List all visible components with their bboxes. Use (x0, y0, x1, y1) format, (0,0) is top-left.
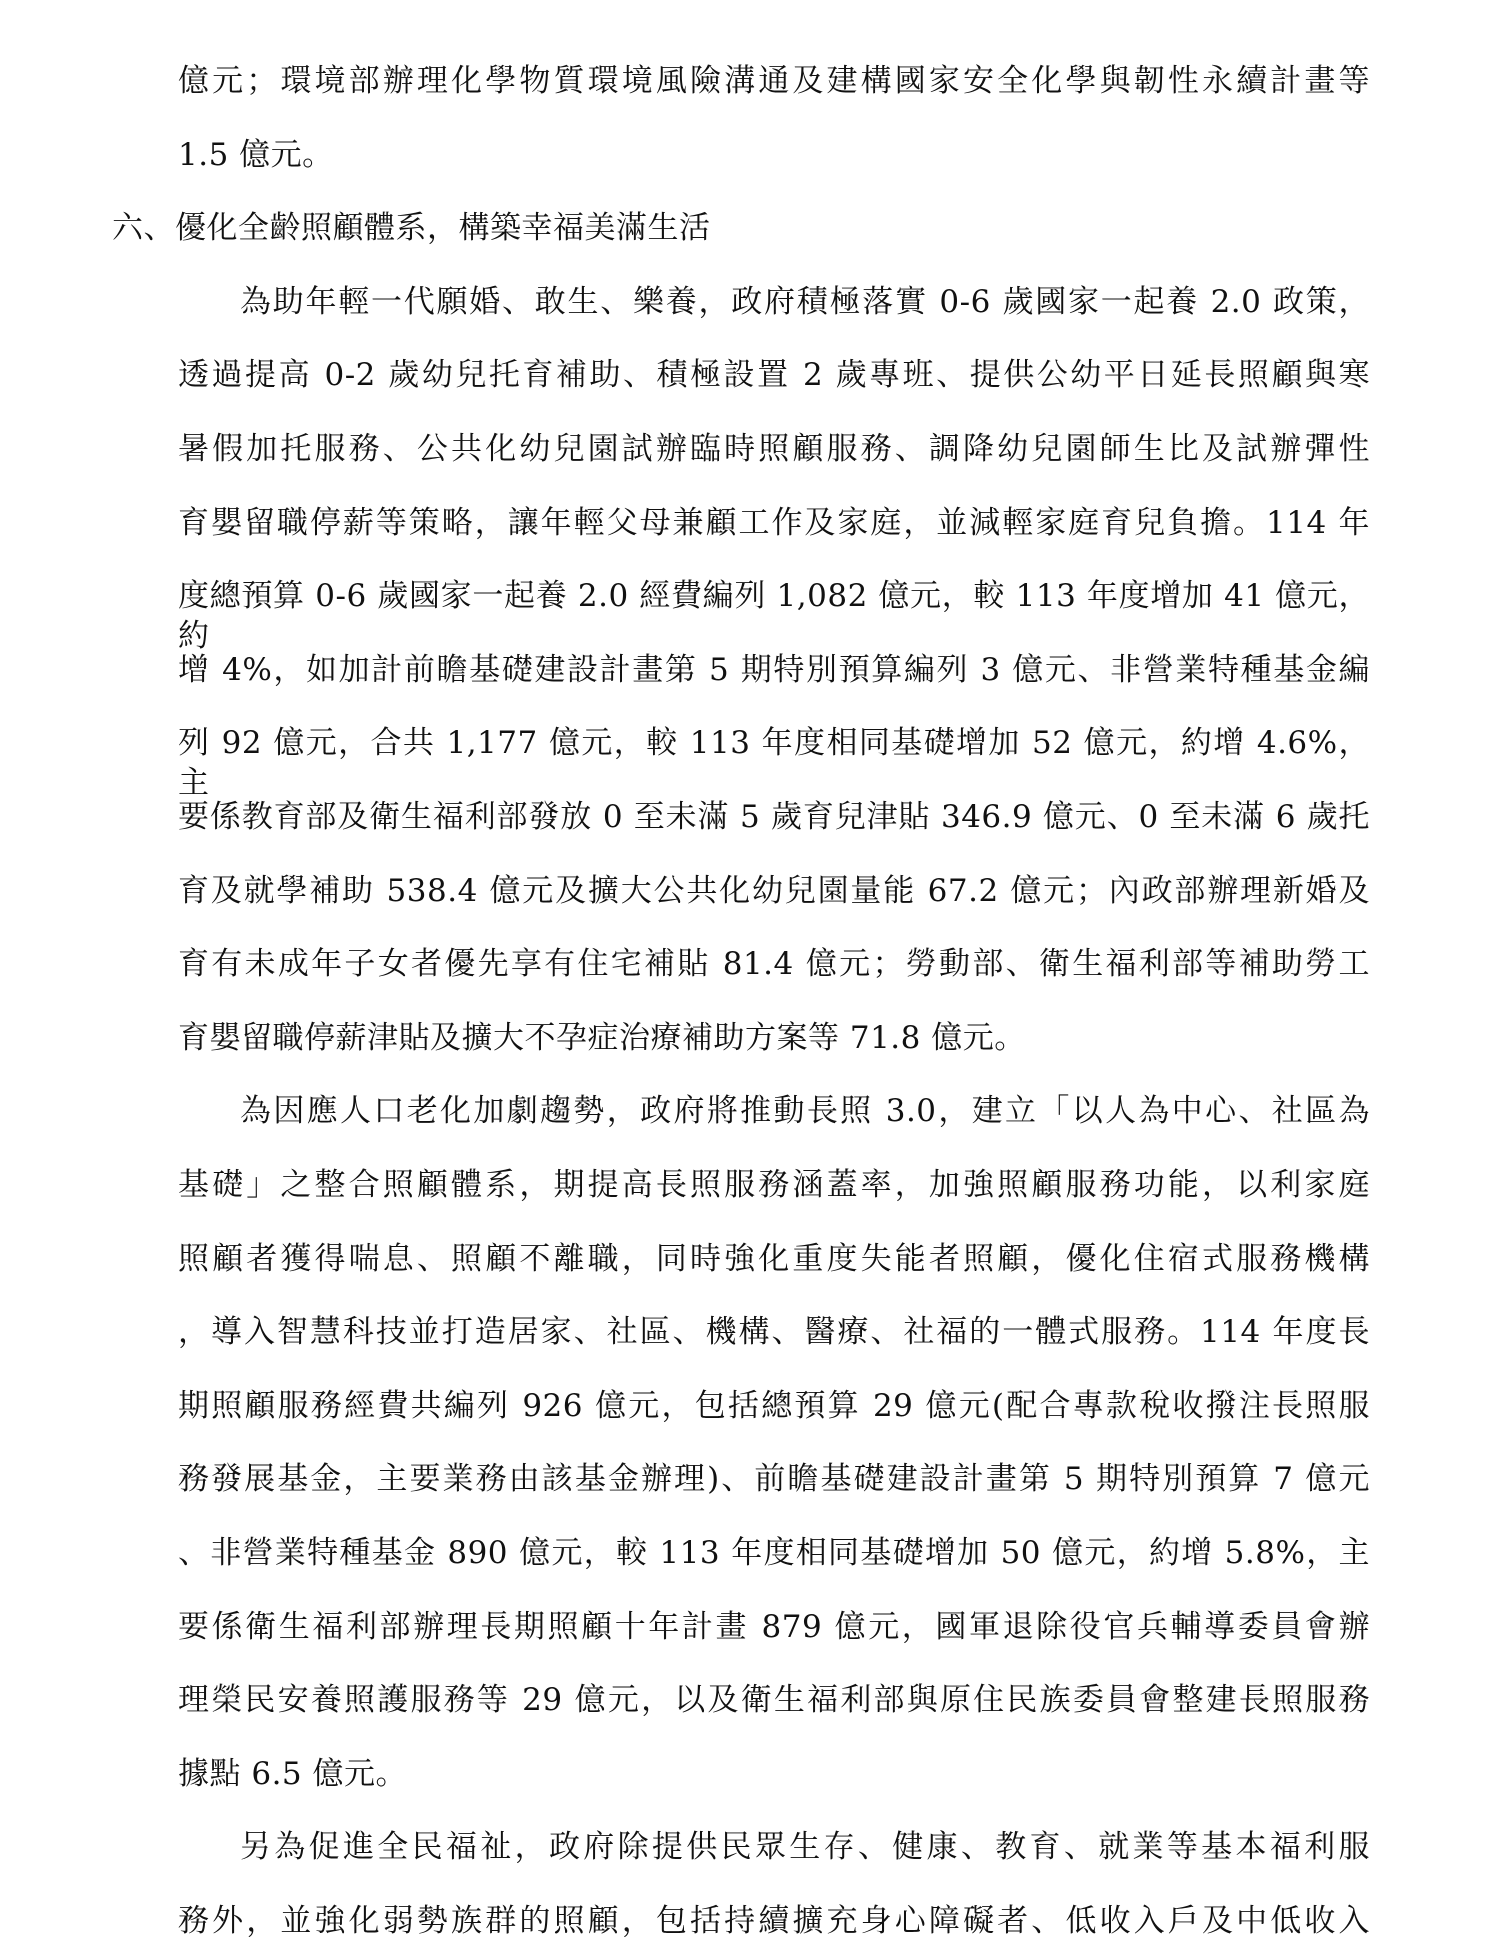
text-line: 務發展基金，主要業務由該基金辦理)、前瞻基礎建設計畫第 5 期特別預算 7 億元 (178, 1461, 1370, 1497)
text-line: 務外，並強化弱勢族群的照顧，包括持續擴充身心障礙者、低收入戶及中低收入 (178, 1903, 1370, 1939)
text-line: 照顧者獲得喘息、照顧不離職，同時強化重度失能者照顧，優化住宿式服務機構 (178, 1241, 1370, 1277)
text-line: 要係衛生福利部辦理長期照顧十年計畫 879 億元，國軍退除役官兵輔導委員會辦 (178, 1609, 1370, 1645)
section-heading: 六、優化全齡照顧體系，構築幸福美滿生活 (112, 210, 711, 246)
text-line: ，導入智慧科技並打造居家、社區、機構、醫療、社福的一體式服務。114 年度長 (178, 1314, 1370, 1350)
text-line: 育有未成年子女者優先享有住宅補貼 81.4 億元；勞動部、衛生福利部等補助勞工 (178, 946, 1370, 982)
text-line: 期照顧服務經費共編列 926 億元，包括總預算 29 億元(配合專款稅收撥注長照服 (178, 1388, 1370, 1424)
text-line: 理榮民安養照護服務等 29 億元，以及衛生福利部與原住民族委員會整建長照服務 (178, 1682, 1370, 1718)
text-line: 、非營業特種基金 890 億元，較 113 年度相同基礎增加 50 億元，約增 5.8%，主 (178, 1535, 1370, 1571)
text-line: 育嬰留職停薪等策略，讓年輕父母兼顧工作及家庭，並減輕家庭育兒負擔。114 年 (178, 505, 1370, 541)
text-line: 育及就學補助 538.4 億元及擴大公共化幼兒園量能 67.2 億元；內政部辦理新婚及 (178, 873, 1370, 909)
text-line: 為因應人口老化加劇趨勢，政府將推動長照 3.0，建立「以人為中心、社區為 (240, 1093, 1370, 1129)
text-line: 列 92 億元，合共 1,177 億元，較 113 年度相同基礎增加 52 億元，約增 4.6%，主 (178, 725, 1370, 801)
text-line: 據點 6.5 億元。 (178, 1756, 408, 1792)
text-line: 增 4%，如加計前瞻基礎建設計畫第 5 期特別預算編列 3 億元、非營業特種基金編 (178, 652, 1370, 688)
text-line: 透過提高 0-2 歲幼兒托育補助、積極設置 2 歲專班、提供公幼平日延長照顧與寒 (178, 357, 1370, 393)
text-line: 為助年輕一代願婚、敢生、樂養，政府積極落實 0-6 歲國家一起養 2.0 政策， (240, 284, 1370, 320)
text-line: 育嬰留職停薪津貼及擴大不孕症治療補助方案等 71.8 億元。 (178, 1020, 1026, 1056)
text-line: 基礎」之整合照顧體系，期提高長照服務涵蓋率，加強照顧服務功能，以利家庭 (178, 1167, 1370, 1203)
text-line: 要係教育部及衛生福利部發放 0 至未滿 5 歲育兒津貼 346.9 億元、0 至未滿 6 歲托 (178, 799, 1370, 835)
text-line: 暑假加托服務、公共化幼兒園試辦臨時照顧服務、調降幼兒園師生比及試辦彈性 (178, 431, 1370, 467)
text-line: 億元；環境部辦理化學物質環境風險溝通及建構國家安全化學與韌性永續計畫等 (178, 63, 1370, 99)
text-line: 另為促進全民福祉，政府除提供民眾生存、健康、教育、就業等基本福利服 (240, 1829, 1370, 1865)
text-line: 度總預算 0-6 歲國家一起養 2.0 經費編列 1,082 億元，較 113 年度增加 41 億元，約 (178, 578, 1370, 654)
text-line: 1.5 億元。 (178, 137, 334, 173)
